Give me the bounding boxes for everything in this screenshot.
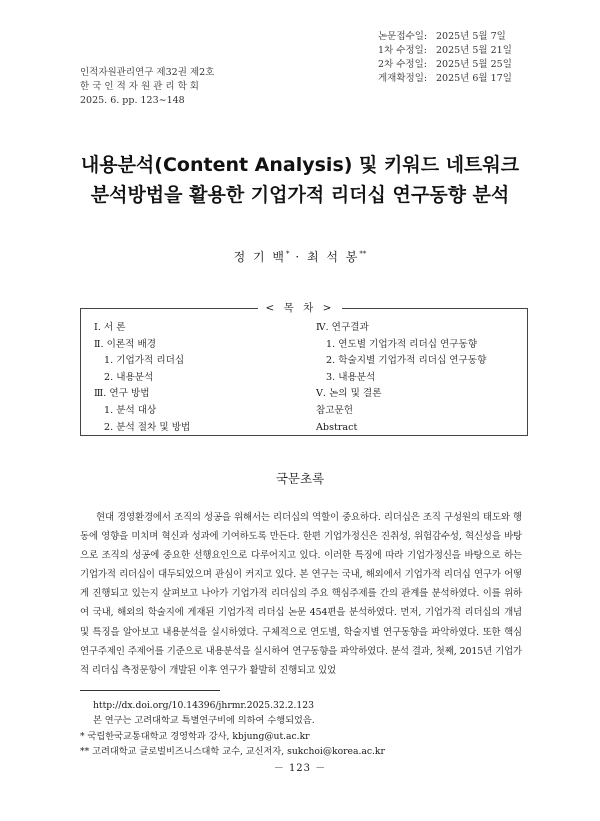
footnote-mark: ** xyxy=(80,745,90,757)
footnote-divider xyxy=(80,690,220,691)
toc-column-right xyxy=(316,320,486,436)
author-separator: · xyxy=(289,250,307,264)
author-2-footnote xyxy=(80,744,385,759)
date-row-revision1 xyxy=(378,44,538,58)
date-label: 1차 수정일: xyxy=(378,45,427,56)
toc-item: 2. 분석 절차 및 방법 xyxy=(104,421,191,433)
page-number: － 123 － xyxy=(273,763,327,774)
title-line-2: 분석방법을 활용한 기업가적 리더십 연구동향 분석 xyxy=(90,184,510,206)
date-row-received xyxy=(378,30,538,44)
doi-link[interactable]: http://dx.doi.org/10.14396/jhrmr.2025.32.2.123 xyxy=(93,700,314,711)
date-label: 논문접수일: xyxy=(378,31,428,42)
toc-item: 1. 기업가적 리더십 xyxy=(104,355,185,367)
abstract-body: 현대 경영환경에서 조직의 성공을 위해서는 리더십의 역할이 중요하다. 리더십은 조직 구성원의 태도와 행동에 영향을 미치며 혁신과 성과에 기여하도록 만든다. 한편 기업가정신은 진취성, 위험감수성, 혁신성을 바탕으로 조직의 성공에 중요한 선행요인으로 다루어지고 있다. 이러한 특징에 따라 기업가정신을 바탕으로 하는 기업가적 리더십이 대두되었으며 관심이 커지고 있다. 본 연구는 국내, 해외에서 기업가적 리더십 연구가 어떻게 진행되고 있는지 살펴보고 나아가 기업가적 리더십의 주요 핵심주제를 간의 관계를 분석하였다. 이를 위하여 국내, 해외의 학술지에 게재된 기업가적 리더십 논문 454편을 분석하였다. 먼저, 기업가적 리더십의 개념 및 특징을 알아보고 내용분석을 실시하였다. 구체적으로 연도별, 학술지별 연구동향을 파악하였다. 또한 핵심 연구주제인 주제어를 기준으로 내용분석을 실시하여 연구동향을 파악하였다. 분석 결과, 첫째, 2015년 기업가적 리더십 측정문항이 개발된 이후 연구가 활발히 진행되고 있었 xyxy=(80,512,522,676)
date-label: 2차 수정일: xyxy=(378,59,427,70)
toc-item: Ⅱ. 이론적 배경 xyxy=(94,338,157,350)
date-value: 2025년 6월 17일 xyxy=(436,73,512,84)
author-2: 최 석 봉 xyxy=(306,250,360,264)
date-value: 2025년 5월 7일 xyxy=(436,31,506,42)
date-row-accepted xyxy=(378,72,538,86)
toc-item: 2. 학술지별 기업가적 리더십 연구동향 xyxy=(326,355,487,367)
author-list xyxy=(0,248,600,265)
toc-item: 3. 내용분석 xyxy=(326,371,376,383)
toc-column-left xyxy=(94,320,190,436)
toc-item: 참고문헌 xyxy=(316,404,354,416)
funding-note: 본 연구는 고려대학교 특별연구비에 의하여 수행되었음. xyxy=(93,715,315,727)
submission-dates xyxy=(378,30,538,86)
toc-item: 2. 내용분석 xyxy=(104,371,154,383)
author-1: 정 기 백 xyxy=(233,250,287,264)
toc-item: 1. 연도별 기업가적 리더십 연구동향 xyxy=(326,338,478,350)
author-1-mark: * xyxy=(286,250,290,258)
date-row-revision2 xyxy=(378,58,538,72)
toc-item: Ⅳ. 연구결과 xyxy=(316,322,369,333)
footnotes xyxy=(80,698,385,759)
date-value: 2025년 5월 25일 xyxy=(436,59,512,70)
date-value: 2025년 5월 21일 xyxy=(436,45,512,56)
date-label: 게재확정일: xyxy=(378,73,428,84)
footnote-text: 고려대학교 글로벌비즈니스대학 교수, 교신저자, sukchoi@korea.ac.kr xyxy=(92,745,385,757)
toc-item: Abstract xyxy=(316,421,358,433)
toc-item: Ⅲ. 연구 방법 xyxy=(94,388,150,400)
toc-item: Ⅴ. 논의 및 결론 xyxy=(316,388,382,400)
footnote-text: 국립한국교통대학교 경영학과 강사, kbjung@ut.ac.kr xyxy=(87,730,310,742)
footnote-mark: * xyxy=(80,730,85,742)
toc-item: Ⅰ. 서 론 xyxy=(94,322,126,333)
title-line-1: 내용분석(Content Analysis) 및 키워드 네트워크 xyxy=(80,154,520,176)
author-1-footnote xyxy=(80,729,385,744)
author-2-mark: ** xyxy=(359,250,367,258)
paper-title xyxy=(0,150,600,210)
toc-item: 1. 분석 대상 xyxy=(104,404,157,416)
journal-name: 인적자원관리연구 제32권 제2호 xyxy=(80,67,215,78)
journal-info xyxy=(80,66,214,108)
abstract-heading: 국문초록 xyxy=(275,471,325,486)
toc-heading: < 목 차 > xyxy=(258,302,342,314)
journal-society: 한 국 인 적 자 원 관 리 학 회 xyxy=(80,81,199,92)
journal-issue: 2025. 6. pp. 123∼148 xyxy=(80,95,185,106)
